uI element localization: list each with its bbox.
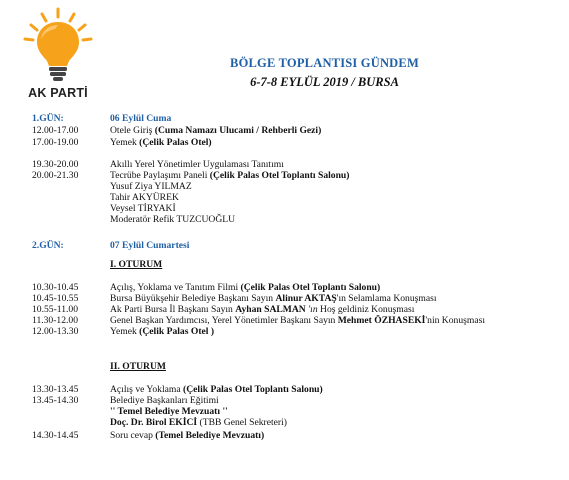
row-text: Soru cevap	[110, 430, 156, 441]
row-text: Yemek	[110, 137, 140, 148]
row-text: Belediye Başkanları Eğitimi	[110, 395, 219, 406]
session-heading	[32, 259, 162, 270]
row-text: Otele Giriş	[110, 125, 155, 136]
day1-heading	[32, 113, 171, 124]
panelist	[32, 192, 179, 203]
panelist	[32, 203, 176, 214]
agenda-row	[32, 395, 219, 406]
row-bold: Alinur AKTAŞ	[275, 293, 337, 304]
agenda-row	[32, 159, 284, 170]
row-time: 10.45-10.55	[32, 293, 79, 304]
agenda-row	[32, 293, 437, 304]
panelist	[32, 214, 235, 225]
course-title-row	[32, 406, 228, 417]
row-bold: (Temel Belediye Mevzuatı)	[155, 430, 265, 441]
panelist-name: Yusuf Ziya YILMAZ	[110, 181, 192, 192]
teacher-name: Doç. Dr. Birol EKİCİ	[110, 417, 198, 428]
row-text: Genel Başkan Yardımcısı, Yerel Yönetimler Başkanı Sayın	[110, 315, 338, 326]
session2-title: II. OTURUM	[110, 361, 166, 372]
row-text-end: 'ın Selamlama Konuşması	[336, 293, 437, 304]
agenda-row	[32, 304, 414, 315]
row-bold: (Çelik Palas Otel )	[139, 326, 215, 337]
row-bold: (Cuma Namazı Ulucami / Rehberli Gezi)	[154, 125, 322, 136]
row-text: Tecrübe Paylaşımı Paneli	[110, 170, 210, 181]
day2-date: 07 Eylül Cumartesi	[110, 240, 190, 251]
row-time: 11.30-12.00	[32, 315, 79, 326]
row-time: 14.30-14.45	[32, 430, 79, 441]
row-text: Bursa Büyükşehir Belediye Başkanı Sayın	[110, 293, 276, 304]
day1-date: 06 Eylül Cuma	[110, 113, 172, 124]
row-time: 17.00-19.00	[32, 137, 79, 148]
panelist-name: Moderatör Refik TUZCUOĞLU	[110, 214, 236, 225]
day1-label: 1.GÜN:	[32, 113, 64, 124]
row-bold: Ayhan SALMAN	[235, 304, 309, 315]
row-bold: (Çelik Palas Otel Toplantı Salonu)	[209, 170, 350, 181]
row-text-end: Hoş geldiniz Konuşması	[317, 304, 415, 315]
row-text: Akıllı Yerel Yönetimler Uygulaması Tanıtımı	[110, 159, 284, 170]
row-text: Açılış ve Yoklama	[110, 384, 184, 395]
page-title: BÖLGE TOPLANTISI GÜNDEM	[230, 56, 419, 70]
row-time: 10.55-11.00	[32, 304, 79, 315]
panelist	[32, 181, 192, 192]
row-text-end: 'nin Konuşması	[425, 315, 485, 326]
session-heading	[32, 361, 166, 372]
row-bold: (Çelik Palas Otel Toplantı Salonu)	[240, 282, 381, 293]
row-time: 12.00-13.30	[32, 326, 79, 337]
panelist-name: Veysel TİRYAKİ	[110, 203, 176, 214]
row-text: Açılış, Yoklama ve Tanıtım Filmi	[110, 282, 241, 293]
row-time: 19.30-20.00	[32, 159, 79, 170]
day2-heading	[32, 240, 189, 251]
agenda-row	[32, 282, 380, 293]
teacher-row	[32, 417, 287, 428]
row-bold: (Çelik Palas Otel)	[139, 137, 212, 148]
row-time: 20.00-21.30	[32, 170, 79, 181]
teacher-note: (TBB Genel Sekreteri)	[197, 417, 287, 428]
agenda-row	[32, 384, 323, 395]
row-time: 10.30-10.45	[32, 282, 79, 293]
logo-text: AK PARTİ	[28, 86, 88, 100]
agenda-row	[32, 430, 264, 441]
lightbulb-icon	[22, 6, 94, 86]
row-time: 13.45-14.30	[32, 395, 79, 406]
agenda-row	[32, 170, 349, 181]
page-subtitle: 6-7-8 EYLÜL 2019 / BURSA	[250, 75, 399, 89]
agenda-row	[32, 326, 214, 337]
row-time: 12.00-17.00	[32, 125, 79, 136]
day2-label: 2.GÜN:	[32, 240, 64, 251]
panelist-name: Tahir AKYÜREK	[110, 192, 179, 203]
row-text: Ak Parti Bursa İl Başkanı Sayın	[110, 304, 236, 315]
course-title: '' Temel Belediye Mevzuatı ''	[110, 406, 228, 417]
agenda-row	[32, 125, 321, 136]
row-time: 13.30-13.45	[32, 384, 79, 395]
agenda-row	[32, 137, 212, 148]
row-italic: 'ın	[308, 304, 318, 315]
row-bold: (Çelik Palas Otel Toplantı Salonu)	[183, 384, 323, 395]
agenda-row	[32, 315, 485, 326]
row-bold: Mehmet ÖZHASEKİ	[337, 315, 426, 326]
session1-title: I. OTURUM	[110, 259, 163, 270]
row-text: Yemek	[110, 326, 140, 337]
